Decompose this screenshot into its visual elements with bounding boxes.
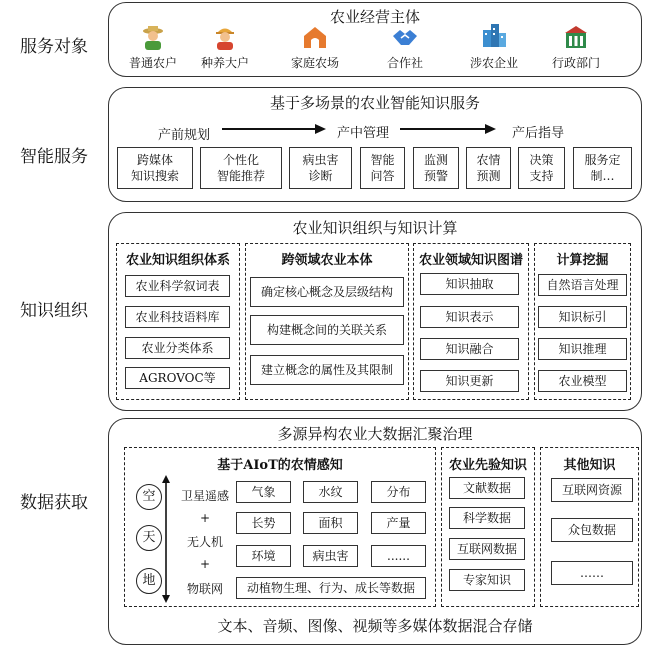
aiot-wide-item: 动植物生理、行为、成长等数据 <box>236 577 426 599</box>
knowledge-group: 农业领域知识图谱 <box>413 243 529 400</box>
handshake-icon <box>392 24 418 50</box>
aiot-item: 长势 <box>236 512 291 534</box>
knowledge-item: 知识推理 <box>538 338 627 360</box>
aiot-item: 面积 <box>303 512 358 534</box>
other-group: 其他知识 <box>540 447 639 607</box>
entity-label: 合作社 <box>386 56 423 70</box>
sky-circle: 空 <box>136 484 162 510</box>
stage-label: 产后指导 <box>512 126 565 141</box>
source-label: + <box>199 511 211 525</box>
data-footer: 文本、音频、图像、视频等多媒体数据混合存储 <box>217 617 533 635</box>
other-item: 互联网资源 <box>551 478 633 502</box>
sky-circle: 地 <box>136 568 162 594</box>
service-box: 智能 问答 <box>360 147 405 189</box>
entity-label: 涉农企业 <box>469 56 518 70</box>
knowledge-item: 确定核心概念及层级结构 <box>250 277 404 307</box>
farmer-icon <box>140 24 166 50</box>
knowledge-title: 农业知识组织与知识计算 <box>292 219 458 237</box>
aiot-item: 水纹 <box>303 481 358 503</box>
knowledge-group: 跨领域农业本体 <box>245 243 409 400</box>
knowledge-item: 构建概念间的关联关系 <box>250 315 404 345</box>
prior-item: 文献数据 <box>449 477 525 499</box>
source-label: + <box>199 557 211 571</box>
worker-icon <box>212 24 238 50</box>
service-box: 监测 预警 <box>413 147 459 189</box>
knowledge-item: 农业科学叙词表 <box>125 275 230 297</box>
row-label-service-target: 服务对象 <box>20 37 88 57</box>
other-item: …… <box>551 561 633 585</box>
data-title: 多源异构农业大数据汇聚治理 <box>277 425 473 443</box>
aiot-group: 基于AIoT的农情感知 <box>124 447 436 607</box>
knowledge-group: 农业知识组织体系 <box>116 243 240 400</box>
aiot-item: 环境 <box>236 545 291 567</box>
source-label: 无人机 <box>186 535 223 549</box>
buildings-icon <box>481 22 507 48</box>
service-box: 服务定 制… <box>573 147 632 189</box>
stage-label: 产中管理 <box>337 126 390 141</box>
aiot-item: 产量 <box>371 512 426 534</box>
source-label: 物联网 <box>186 582 223 596</box>
knowledge-item: 知识表示 <box>420 306 519 328</box>
knowledge-item: 农业分类体系 <box>125 337 230 359</box>
row-label-knowledge-org: 知识组织 <box>20 301 88 321</box>
entity-label: 行政部门 <box>551 56 600 70</box>
service-box: 病虫害 诊断 <box>289 147 352 189</box>
stage-label: 产前规划 <box>158 128 211 143</box>
entity-label: 种养大户 <box>200 56 249 70</box>
entity-label: 家庭农场 <box>290 56 339 70</box>
knowledge-item: 建立概念的属性及其限制 <box>250 355 404 385</box>
other-item: 众包数据 <box>551 518 633 542</box>
prior-group: 农业先验知识 <box>441 447 535 607</box>
farmhouse-icon <box>302 24 328 50</box>
row-label-data-acquisition: 数据获取 <box>20 493 88 513</box>
knowledge-item: AGROVOC等 <box>125 367 230 389</box>
knowledge-item: 知识标引 <box>538 306 627 328</box>
knowledge-item: 知识抽取 <box>420 273 519 295</box>
aiot-item: 分布 <box>371 481 426 503</box>
knowledge-group: 计算挖掘 <box>534 243 631 400</box>
sky-circle: 天 <box>136 525 162 551</box>
government-icon <box>563 24 589 50</box>
row-label-smart-service: 智能服务 <box>20 147 88 167</box>
service-box: 个性化 智能推荐 <box>200 147 282 189</box>
service-title: 基于多场景的农业智能知识服务 <box>269 94 480 112</box>
source-label: 卫星遥感 <box>180 489 229 503</box>
aiot-item: ...... <box>371 545 426 567</box>
prior-item: 互联网数据 <box>449 538 525 560</box>
knowledge-item: 农业科技语料库 <box>125 306 230 328</box>
entities-title: 农业经营主体 <box>329 8 420 26</box>
aiot-item: 病虫害 <box>303 545 358 567</box>
service-box: 农情 预测 <box>466 147 511 189</box>
aiot-item: 气象 <box>236 481 291 503</box>
knowledge-item: 知识融合 <box>420 338 519 360</box>
service-box: 跨媒体 知识搜索 <box>117 147 193 189</box>
knowledge-item: 自然语言处理 <box>538 274 627 296</box>
prior-item: 科学数据 <box>449 507 525 529</box>
entity-label: 普通农户 <box>128 56 177 70</box>
prior-item: 专家知识 <box>449 569 525 591</box>
knowledge-item: 农业模型 <box>538 370 627 392</box>
service-box: 决策 支持 <box>518 147 565 189</box>
knowledge-item: 知识更新 <box>420 370 519 392</box>
